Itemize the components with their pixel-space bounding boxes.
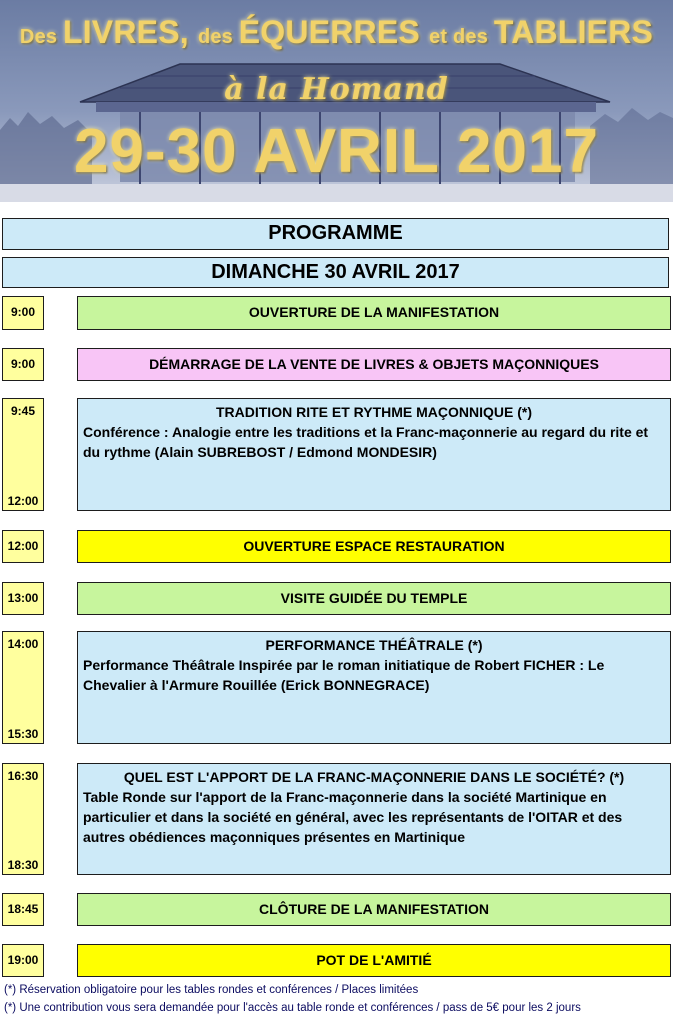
- footnote: (*) Une contribution vous sera demandée pour l'accès au table ronde et conférences / pass de 5€ pour les 2 jours: [4, 1002, 581, 1014]
- event-title: VISITE GUIDÉE DU TEMPLE: [280, 590, 468, 606]
- event-cell: [77, 398, 671, 511]
- schedule-row: [2, 348, 671, 381]
- event-cell: [77, 530, 671, 563]
- event-banner: [0, 0, 673, 202]
- banner-dates: 29-30 AVRIL 2017: [74, 117, 599, 186]
- event-cell: [77, 296, 671, 330]
- schedule-row: [2, 582, 671, 615]
- schedule-row: [2, 398, 671, 511]
- event-cell: [77, 582, 671, 615]
- event-cell: [77, 944, 671, 977]
- start-time: 18:45: [7, 902, 39, 916]
- start-time: 9:00: [10, 357, 36, 371]
- event-cell: [77, 763, 671, 875]
- schedule-row: [2, 763, 671, 875]
- time-cell: [2, 582, 44, 615]
- event-cell: [77, 893, 671, 926]
- schedule-row: [2, 944, 671, 977]
- event-title: DÉMARRAGE DE LA VENTE DE LIVRES & OBJETS MAÇONNIQUES: [149, 356, 599, 372]
- banner-title: [0, 14, 673, 51]
- banner-subtitle: à la Homand: [224, 72, 449, 107]
- time-cell: [2, 398, 44, 511]
- event-title: TRADITION RITE ET RYTHME MAÇONNIQUE (*): [215, 404, 533, 420]
- banner-title-part: ÉQUERRES: [238, 14, 430, 50]
- time-cell: [2, 631, 44, 744]
- event-description: Performance Théâtrale Inspirée par le roman initiatique de Robert FICHER : Le Chevalier à l'Armure Rouillée (Erick BONNEGRACE): [83, 657, 605, 693]
- event-title: POT DE L'AMITIÉ: [316, 952, 432, 968]
- start-time: 16:30: [7, 769, 39, 783]
- banner-title-part: et des: [429, 26, 494, 48]
- schedule-row: [2, 631, 671, 744]
- event-cell: [77, 631, 671, 744]
- start-time: 19:00: [7, 953, 39, 967]
- banner-title-part: des: [197, 26, 239, 48]
- footnote: (*) Réservation obligatoire pour les tables rondes et conférences / Places limitées: [4, 984, 419, 996]
- day-header: DIMANCHE 30 AVRIL 2017: [2, 257, 669, 288]
- time-cell: [2, 530, 44, 563]
- banner-title-part: Des: [19, 26, 63, 48]
- schedule-row: [2, 530, 671, 563]
- time-cell: [2, 944, 44, 977]
- end-time: 15:30: [7, 727, 39, 741]
- banner-title-part: TABLIERS: [493, 14, 654, 50]
- schedule-row: [2, 296, 671, 330]
- time-cell: [2, 893, 44, 926]
- end-time: 18:30: [7, 858, 39, 872]
- time-cell: [2, 296, 44, 330]
- end-time: 12:00: [7, 494, 39, 508]
- start-time: 12:00: [7, 539, 39, 553]
- event-title: OUVERTURE DE LA MANIFESTATION: [248, 304, 500, 320]
- event-title: PERFORMANCE THÉÂTRALE (*): [265, 637, 483, 653]
- programme-header: PROGRAMME: [2, 218, 669, 250]
- event-title: CLÔTURE DE LA MANIFESTATION: [259, 901, 489, 917]
- start-time: 9:00: [10, 305, 36, 319]
- event-cell: [77, 348, 671, 381]
- event-description: Conférence : Analogie entre les traditions et la Franc-maçonnerie au regard du rite et du rythme (Alain SUBREBOST / Edmond MONDESIR): [83, 424, 649, 460]
- start-time: 9:45: [10, 404, 36, 418]
- start-time: 13:00: [7, 591, 39, 605]
- start-time: 14:00: [7, 637, 39, 651]
- event-description: Table Ronde sur l'apport de la Franc-maçonnerie dans la société Martinique en particulier et dans la société en général, avec les représentants de l'OITAR et des autres obédiences maçonniques présentes en Martinique: [83, 789, 623, 845]
- time-cell: [2, 348, 44, 381]
- banner-title-part: LIVRES,: [62, 14, 198, 50]
- schedule-row: [2, 893, 671, 926]
- time-cell: [2, 763, 44, 875]
- event-title: OUVERTURE ESPACE RESTAURATION: [243, 538, 505, 554]
- event-title: QUEL EST L'APPORT DE LA FRANC-MAÇONNERIE DANS LE SOCIÉTÉ? (*): [123, 769, 625, 785]
